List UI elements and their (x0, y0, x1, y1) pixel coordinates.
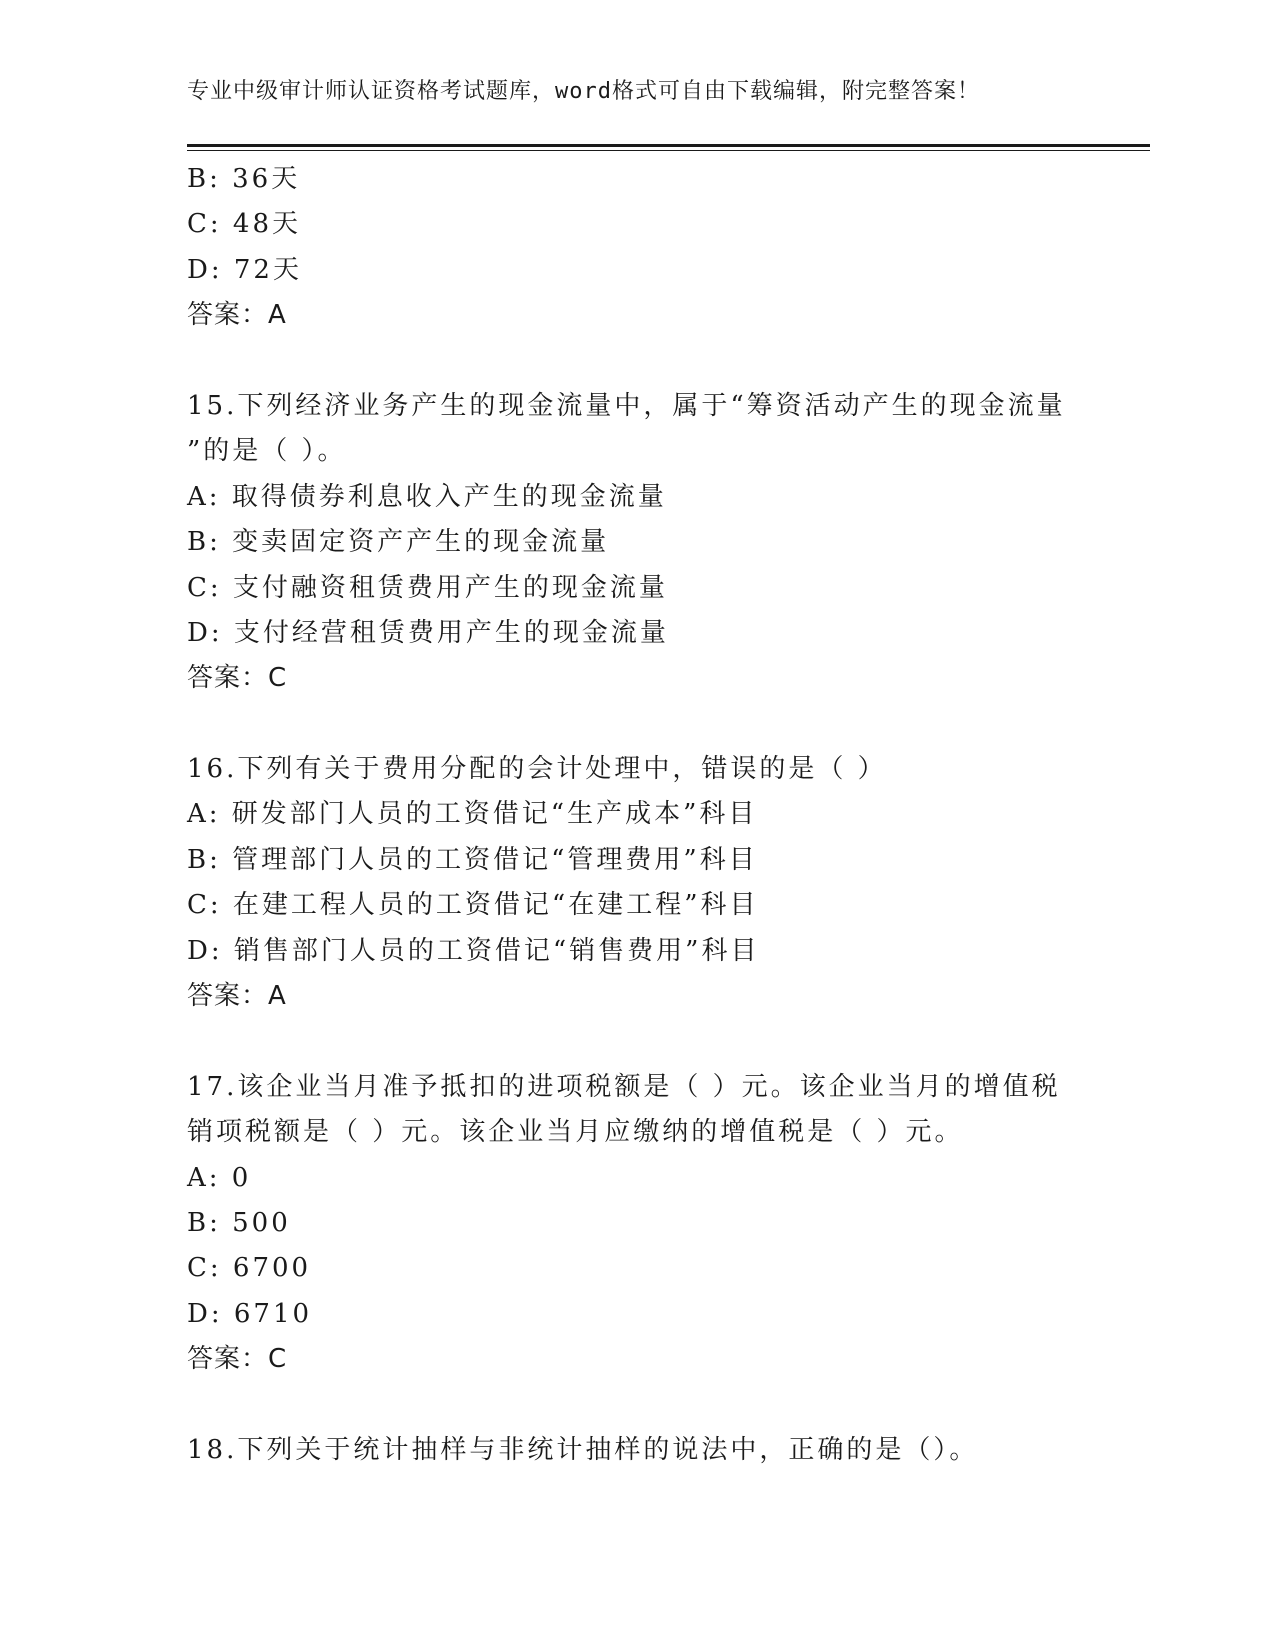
question-stem-line: 15.下列经济业务产生的现金流量中，属于“筹资活动产生的现金流量 (187, 390, 1066, 421)
option-b: B: 500 (187, 1207, 291, 1238)
option-c: C: 支付融资租赁费用产生的现金流量 (187, 572, 668, 603)
question-stem-line: 17.该企业当月准予抵扣的进项税额是（ ）元。该企业当月的增值税 (187, 1071, 1061, 1102)
option-c: C: 48天 (187, 209, 302, 240)
option-c: C: 6700 (187, 1253, 312, 1284)
question-stem-line: 18.下列关于统计抽样与非统计抽样的说法中，正确的是（）。 (187, 1434, 979, 1465)
option-d: D: 支付经营租赁费用产生的现金流量 (187, 617, 669, 648)
answer: 答案：C (187, 663, 288, 694)
question-18 (187, 1428, 1087, 1473)
option-a: A: 0 (187, 1162, 252, 1193)
option-b: B: 36天 (187, 164, 301, 194)
spacer (187, 702, 1087, 747)
page-header: 专业中级审计师认证资格考试题库，word格式可自由下载编辑，附完整答案！ (187, 79, 980, 104)
option-a: A: 研发部门人员的工资借记“生产成本”科目 (187, 799, 758, 830)
option-a: A: 取得债券利息收入产生的现金流量 (187, 481, 667, 512)
option-d: D: 72天 (187, 254, 302, 285)
option-b: B: 变卖固定资产产生的现金流量 (187, 527, 610, 558)
spacer (187, 1019, 1087, 1064)
spacer (187, 1383, 1087, 1428)
question-15 (187, 384, 1087, 702)
answer: 答案：C (187, 1344, 288, 1375)
option-d: D: 销售部门人员的工资借记“销售费用”科目 (187, 935, 760, 966)
option-b: B: 管理部门人员的工资借记“管理费用”科目 (187, 844, 758, 875)
question-stem-line: ”的是（ ）。 (187, 436, 347, 467)
option-c: C: 在建工程人员的工资借记“在建工程”科目 (187, 890, 759, 921)
question-17 (187, 1065, 1087, 1383)
header-rule-thick (187, 144, 1150, 147)
question-16 (187, 747, 1087, 1019)
answer: 答案：A (187, 300, 287, 331)
question-14-continued (187, 157, 1087, 339)
answer: 答案：A (187, 981, 287, 1012)
question-stem-line: 16.下列有关于费用分配的会计处理中，错误的是（ ） (187, 754, 887, 785)
header-rule-thin (187, 150, 1150, 151)
spacer (187, 339, 1087, 384)
question-stem-line: 销项税额是（ ）元。该企业当月应缴纳的增值税是（ ）元。 (187, 1117, 964, 1148)
option-d: D: 6710 (187, 1298, 313, 1329)
document-body (187, 157, 1087, 1473)
